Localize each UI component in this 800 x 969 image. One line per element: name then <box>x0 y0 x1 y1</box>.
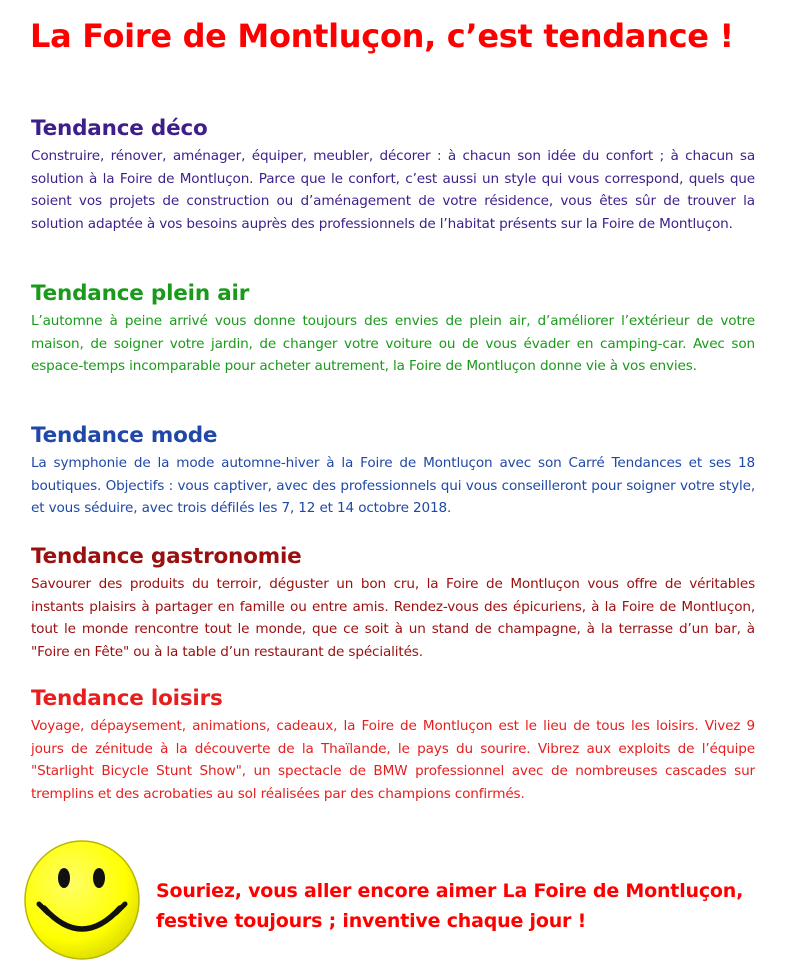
smiley-left-eye <box>58 868 70 888</box>
section-plein-air <box>31 281 755 378</box>
section-text-loisirs: Voyage, dépaysement, animations, cadeaux, la Foire de Montluçon est le lieu de tous les loisirs. Vivez 9 jours de zénitude à la découverte de la Thaïlande, le pays du sourire. Vibrez aux exploits de l’équipe "Starlight Bicycle Stunt Show", un spectacle de BMW professionnel avec de nombreuses cascades sur tremplins et des acrobaties au sol réalisées par des champions confirmés. <box>31 718 755 802</box>
smiley-face-circle <box>25 841 139 959</box>
section-heading-gastronomie: Tendance gastronomie <box>31 544 302 569</box>
section-text-mode: La symphonie de la mode automne-hiver à la Foire de Montluçon avec son Carré Tendances et ses 18 boutiques. Objectifs : vous captiver, avec des professionnels qui vous conseilleront pour soigner votre style, et vous séduire, avec trois défilés les 7, 12 et 14 octobre 2018. <box>31 455 755 517</box>
smiley-face-icon <box>22 838 142 962</box>
section-text-plein-air: L’automne à peine arrivé vous donne toujours des envies de plein air, d’améliorer l’extérieur de votre maison, de soigner votre jardin, de changer votre voiture ou de vous évader en camping-car. Avec son espace-temps incomparable pour acheter autrement, la Foire de Montluçon donne vie à vos envies. <box>31 313 755 375</box>
section-gastronomie <box>31 544 755 663</box>
closing-line-1: Souriez, vous aller encore aimer La Foire de Montluçon, <box>156 880 744 902</box>
section-heading-deco: Tendance déco <box>31 116 208 141</box>
page-title: La Foire de Montluçon, c’est tendance ! <box>30 17 734 55</box>
section-loisirs <box>31 686 755 805</box>
section-mode <box>31 423 755 520</box>
section-heading-plein-air: Tendance plein air <box>31 281 250 306</box>
closing-line-2: festive toujours ; inventive chaque jour ! <box>156 910 587 932</box>
section-deco <box>31 116 755 235</box>
section-text-deco: Construire, rénover, aménager, équiper, meubler, décorer : à chacun son idée du confort ; à chacun sa solution à la Foire de Montluçon. Parce que le confort, c’est aussi un style qui vous correspond, quels que soient vos projets de construction ou d’aménagement de votre résidence, vous êtes sûr de trouver la solution adaptée à vos besoins auprès des professionnels de l’habitat présents sur la Foire de Montluçon. <box>31 148 755 232</box>
section-heading-loisirs: Tendance loisirs <box>31 686 223 711</box>
smiley-right-eye <box>93 868 105 888</box>
section-heading-mode: Tendance mode <box>31 423 218 448</box>
section-text-gastronomie: Savourer des produits du terroir, déguster un bon cru, la Foire de Montluçon vous offre de véritables instants plaisirs à partager en famille ou entre amis. Rendez-vous des épicuriens, à la Foire de Montluçon, tout le monde rencontre tout le monde, que ce soit à un stand de champagne, à la terrasse d’un bar, à "Foire en Fête" ou à la table d’un restaurant de spécialités. <box>31 576 755 660</box>
closing-message <box>156 876 796 936</box>
